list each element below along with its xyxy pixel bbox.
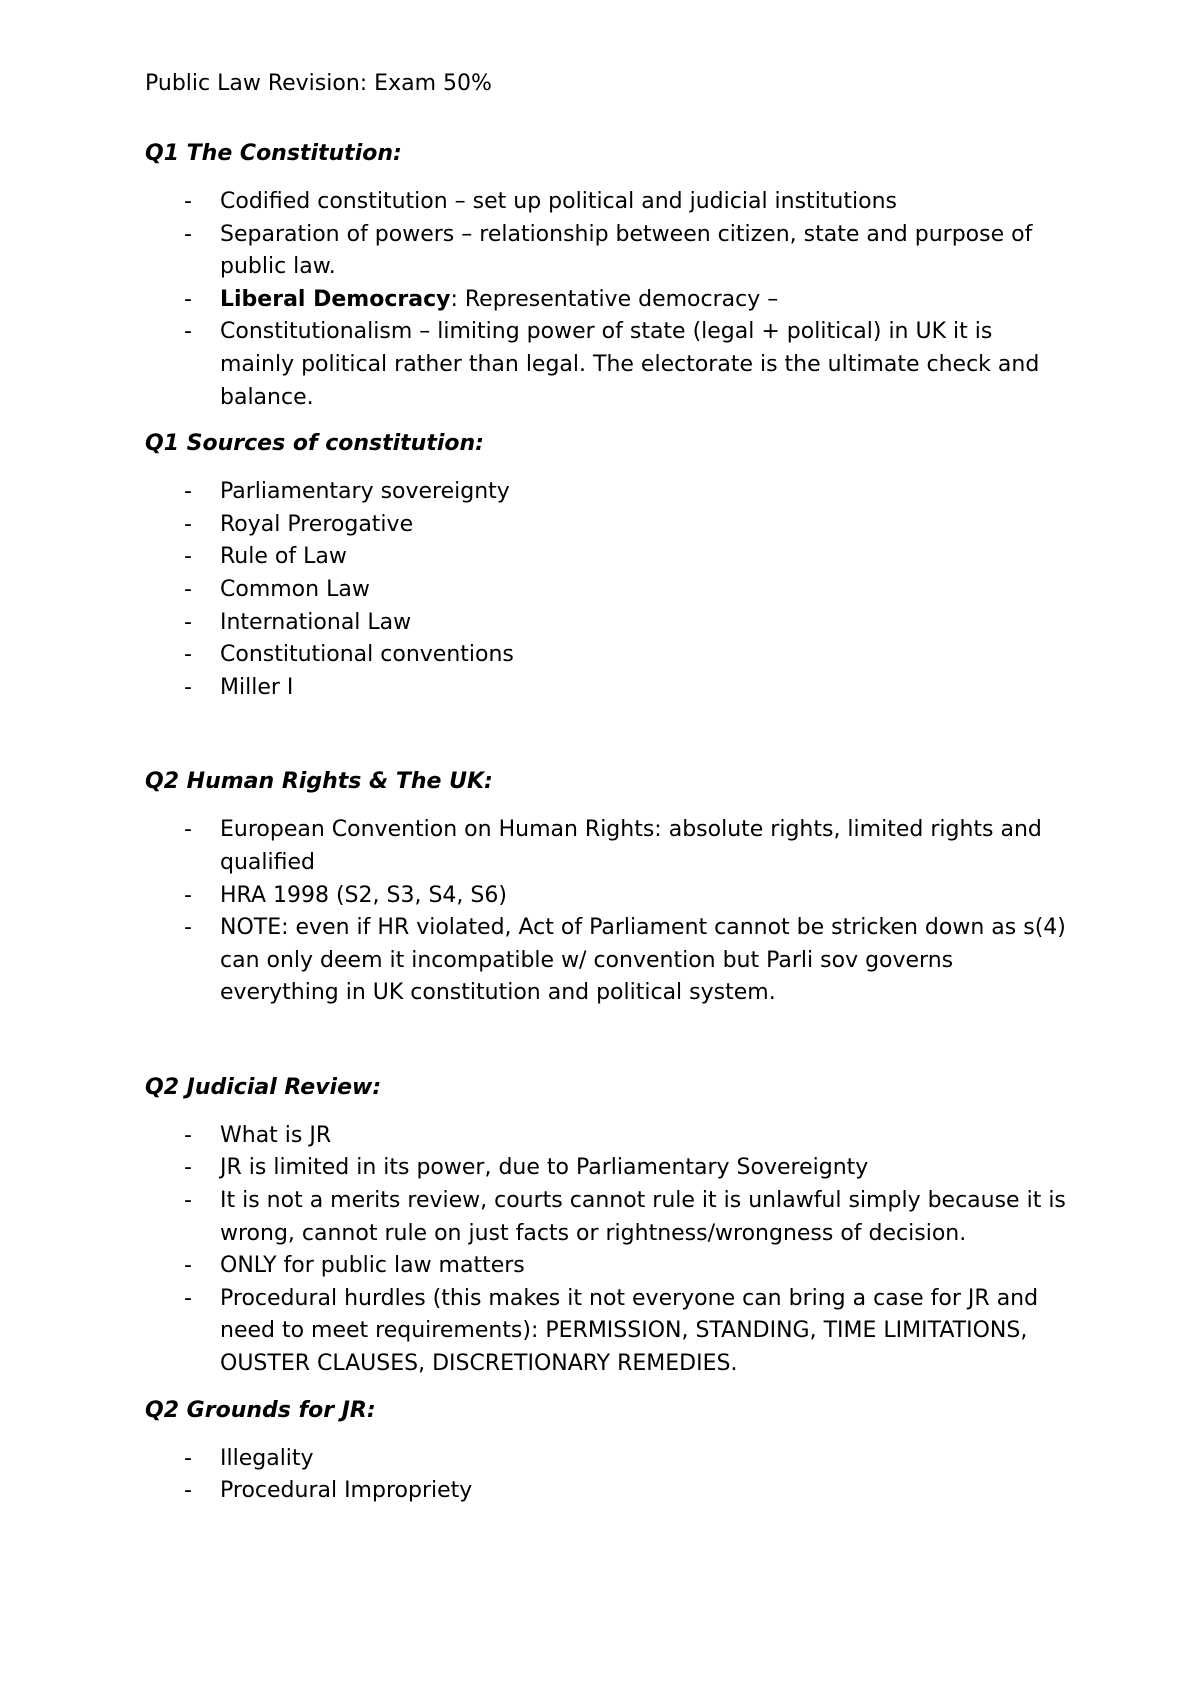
bullet-list (145, 814, 1070, 1010)
bullet-dash: - (184, 479, 192, 505)
list-item (145, 1250, 1070, 1283)
list-item-text: HRA 1998 (S2, S3, S4, S6) (220, 882, 507, 908)
section-heading: Q2 Human Rights & The UK: (145, 769, 493, 795)
list-item-bold-term: Liberal Democracy (220, 286, 451, 312)
document-title: Public Law Revision: Exam 50% (145, 71, 492, 96)
list-item (145, 639, 1070, 672)
list-item (145, 1185, 1070, 1250)
list-item-text: NOTE: even if HR violated, Act of Parliament cannot be stricken down as s(4) can only deem it incompatible w/ convention but Parli sov governs everything in UK constitution and political system. (220, 915, 1066, 1006)
bullet-dash: - (184, 576, 192, 602)
list-item-text: Codified constitution – set up political and judicial institutions (220, 189, 897, 214)
list-item-text: Illegality (220, 1445, 314, 1471)
section-heading: Q2 Grounds for JR: (145, 1397, 376, 1423)
list-item (145, 1443, 1070, 1476)
list-item (145, 476, 1070, 509)
list-item-text: Constitutional conventions (220, 642, 514, 668)
list-item (145, 1120, 1070, 1153)
list-item-text: Procedural Impropriety (220, 1478, 473, 1504)
list-item (145, 574, 1070, 607)
list-item (145, 672, 1070, 705)
list-item-text: Rule of Law (220, 544, 347, 570)
bullet-dash: - (184, 319, 192, 345)
list-item (145, 284, 1070, 317)
bullet-dash: - (184, 882, 192, 908)
section-sources (145, 428, 1070, 704)
list-item (145, 219, 1070, 284)
section-grounds-for-jr (145, 1395, 1070, 1508)
bullet-list (145, 186, 1070, 414)
bullet-dash: - (184, 817, 192, 843)
list-item-text: Constitutionalism – limiting power of state (legal + political) in UK it is mainly political rather than legal. The electorate is the ultimate check and balance. (220, 319, 1040, 410)
bullet-dash: - (184, 286, 192, 312)
list-item (145, 880, 1070, 913)
list-item-text: ONLY for public law matters (220, 1253, 525, 1279)
bullet-dash: - (184, 1155, 192, 1181)
list-item (145, 814, 1070, 879)
bullet-list (145, 1120, 1070, 1381)
list-item (145, 1475, 1070, 1508)
list-item (145, 1152, 1070, 1185)
bullet-dash: - (184, 544, 192, 570)
bullet-dash: - (184, 1253, 192, 1279)
list-item-text: Miller I (220, 674, 294, 700)
section-judicial-review (145, 1072, 1070, 1381)
bullet-list (145, 1443, 1070, 1508)
bullet-dash: - (184, 642, 192, 668)
bullet-list (145, 476, 1070, 704)
section-human-rights (145, 766, 1070, 1010)
list-item-text: It is not a merits review, courts cannot rule it is unlawful simply because it is wrong, cannot rule on just facts or rightness/wrongness of decision. (220, 1188, 1066, 1246)
section-heading: Q1 Sources of constitution: (145, 431, 484, 457)
list-item-text: : Representative democracy – (450, 286, 779, 312)
list-item-text: Parliamentary sovereignty (220, 479, 510, 505)
bullet-dash: - (184, 189, 192, 214)
list-item (145, 607, 1070, 640)
bullet-dash: - (184, 1445, 192, 1471)
bullet-dash: - (184, 674, 192, 700)
list-item-text: Separation of powers – relationship between citizen, state and purpose of public law. (220, 221, 1033, 280)
list-item (145, 912, 1070, 1010)
section-heading: Q1 The Constitution: (145, 141, 402, 166)
list-item (145, 509, 1070, 542)
list-item (145, 1283, 1070, 1381)
section-constitution (145, 138, 1070, 414)
list-item (145, 186, 1070, 219)
list-item (145, 541, 1070, 574)
section-heading: Q2 Judicial Review: (145, 1074, 382, 1100)
list-item-text: International Law (220, 609, 412, 635)
bullet-dash: - (184, 609, 192, 635)
list-item-text: Procedural hurdles (this makes it not everyone can bring a case for JR and need to meet requirements): PERMISSION, STANDING, TIME LIMITATIONS, OUSTER CLAUSES, DISCRETIONARY REMEDIES. (220, 1285, 1039, 1377)
bullet-dash: - (184, 511, 192, 537)
bullet-dash: - (184, 915, 192, 941)
list-item (145, 316, 1070, 414)
bullet-dash: - (184, 221, 192, 247)
list-item-text: European Convention on Human Rights: absolute rights, limited rights and qualified (220, 817, 1042, 875)
list-item-text: Common Law (220, 576, 370, 602)
bullet-dash: - (184, 1188, 192, 1214)
list-item-text: JR is limited in its power, due to Parliamentary Sovereignty (220, 1155, 869, 1181)
bullet-dash: - (184, 1285, 192, 1311)
list-item-text: What is JR (220, 1122, 332, 1148)
bullet-dash: - (184, 1478, 192, 1504)
bullet-dash: - (184, 1122, 192, 1148)
list-item-text: Royal Prerogative (220, 511, 414, 537)
